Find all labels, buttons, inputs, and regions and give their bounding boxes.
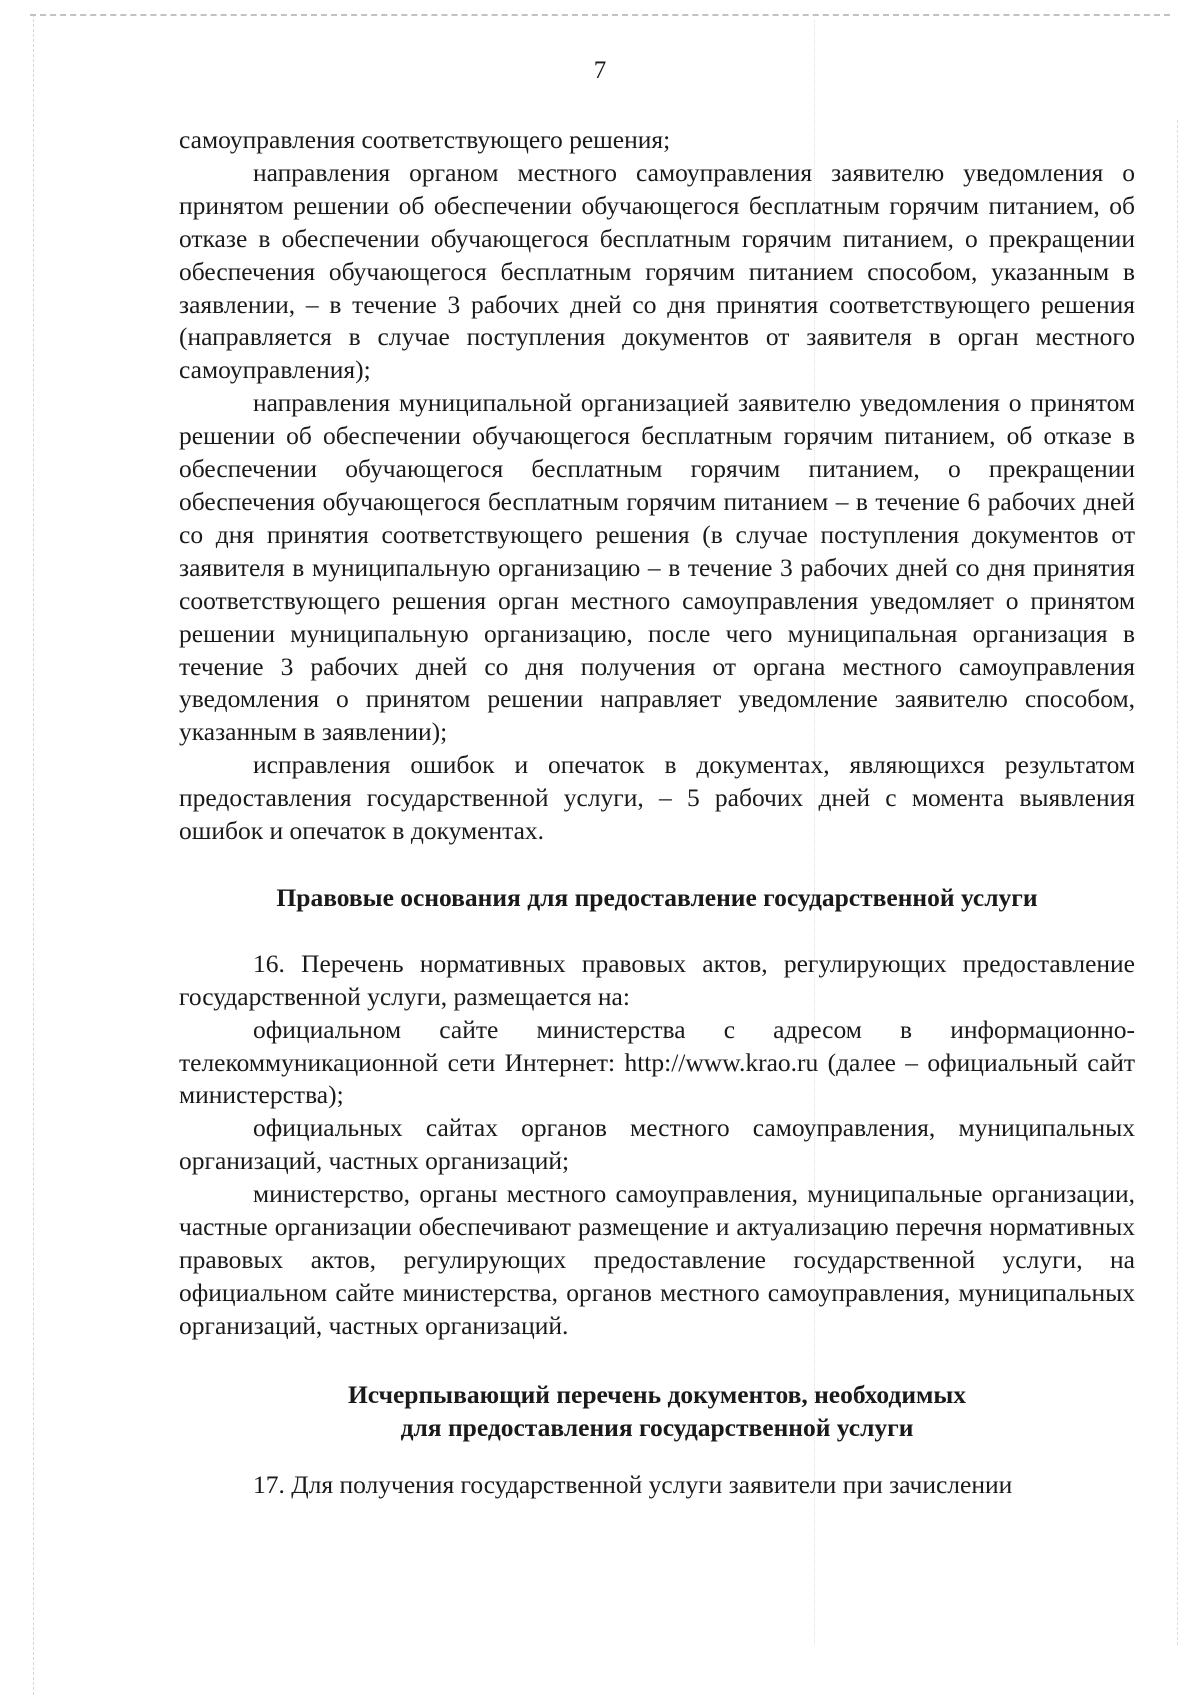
paragraph-notification-by-authority: направления органом местного самоуправления заявителю уведомления о принятом решении об обеспечении обучающегося бесплатным горячим питанием, об отказе в обеспечении обучающегося бесплатным горячим питанием, о прекращении обеспечения обучающегося бесплатным горячим питанием способом, указанным в заявлении, – в течение 3 рабочих дней со дня принятия соответствующего решения (направляется в случае поступления документов от заявителя в орган местного самоуправления); bbox=[179, 157, 1135, 385]
scan-edge-left bbox=[33, 14, 34, 1695]
scan-edge-right bbox=[1177, 120, 1178, 1645]
paragraph-17: 17. Для получения государственной услуги заявители при зачислении bbox=[253, 1469, 1013, 1499]
paragraph-ministry-site: официальном сайте министерства с адресом в информационно-телекоммуникационной сети Интернет: http://www.krao.ru (далее – официальный сайт министерства); bbox=[179, 1014, 1135, 1110]
paragraph-official-sites: официальных сайтах органов местного самоуправления, муниципальных организаций, частных организаций; bbox=[179, 1113, 1135, 1176]
page-number: 7 bbox=[593, 57, 607, 84]
paragraph-16: 16. Перечень нормативных правовых актов, регулирующих предоставление государственной услуги, размещается на: bbox=[179, 948, 1135, 1011]
section-heading-documents-line1: Исчерпывающий перечень документов, необходимых bbox=[347, 1379, 967, 1409]
section-heading-legal-basis: Правовые основания для предоставление государственной услуги bbox=[276, 882, 1038, 912]
paragraph-actualization: министерство, органы местного самоуправления, муниципальные организации, частные организации обеспечивают размещение и актуализацию перечня нормативных правовых актов, регулирующих предоставление государственной услуги, на официальном сайте министерства, органов местного самоуправления, муниципальных организаций, частных организаций. bbox=[179, 1179, 1135, 1340]
scan-edge-top bbox=[30, 14, 1170, 16]
paragraph-error-correction: исправления ошибок и опечаток в документах, являющихся результатом предоставления государственной услуги, – 5 рабочих дней с момента выявления ошибок и опечаток в документах. bbox=[179, 750, 1135, 846]
section-heading-documents-line2: для предоставления государственной услуги bbox=[400, 1412, 914, 1442]
document-body bbox=[179, 124, 1135, 1501]
paragraph-notification-by-organization: направления муниципальной организацией заявителю уведомления о принятом решении об обеспечении обучающегося бесплатным горячим питанием, об отказе в обеспечении обучающегося бесплатным горячим питанием, о прекращении обеспечения обучающегося бесплатным горячим питанием – в течение 6 рабочих дней со дня принятия соответствующего решения (в случае поступления документов от заявителя в муниципальную организацию – в течение 3 рабочих дней со дня принятия соответствующего решения орган местного самоуправления уведомляет о принятом решении муниципальную организацию, после чего муниципальная организация в течение 3 рабочих дней со дня получения от органа местного самоуправления уведомления о принятом решении направляет уведомление заявителю способом, указанным в заявлении); bbox=[179, 388, 1135, 747]
paragraph-continuation: самоуправления соответствующего решения; bbox=[179, 125, 671, 154]
